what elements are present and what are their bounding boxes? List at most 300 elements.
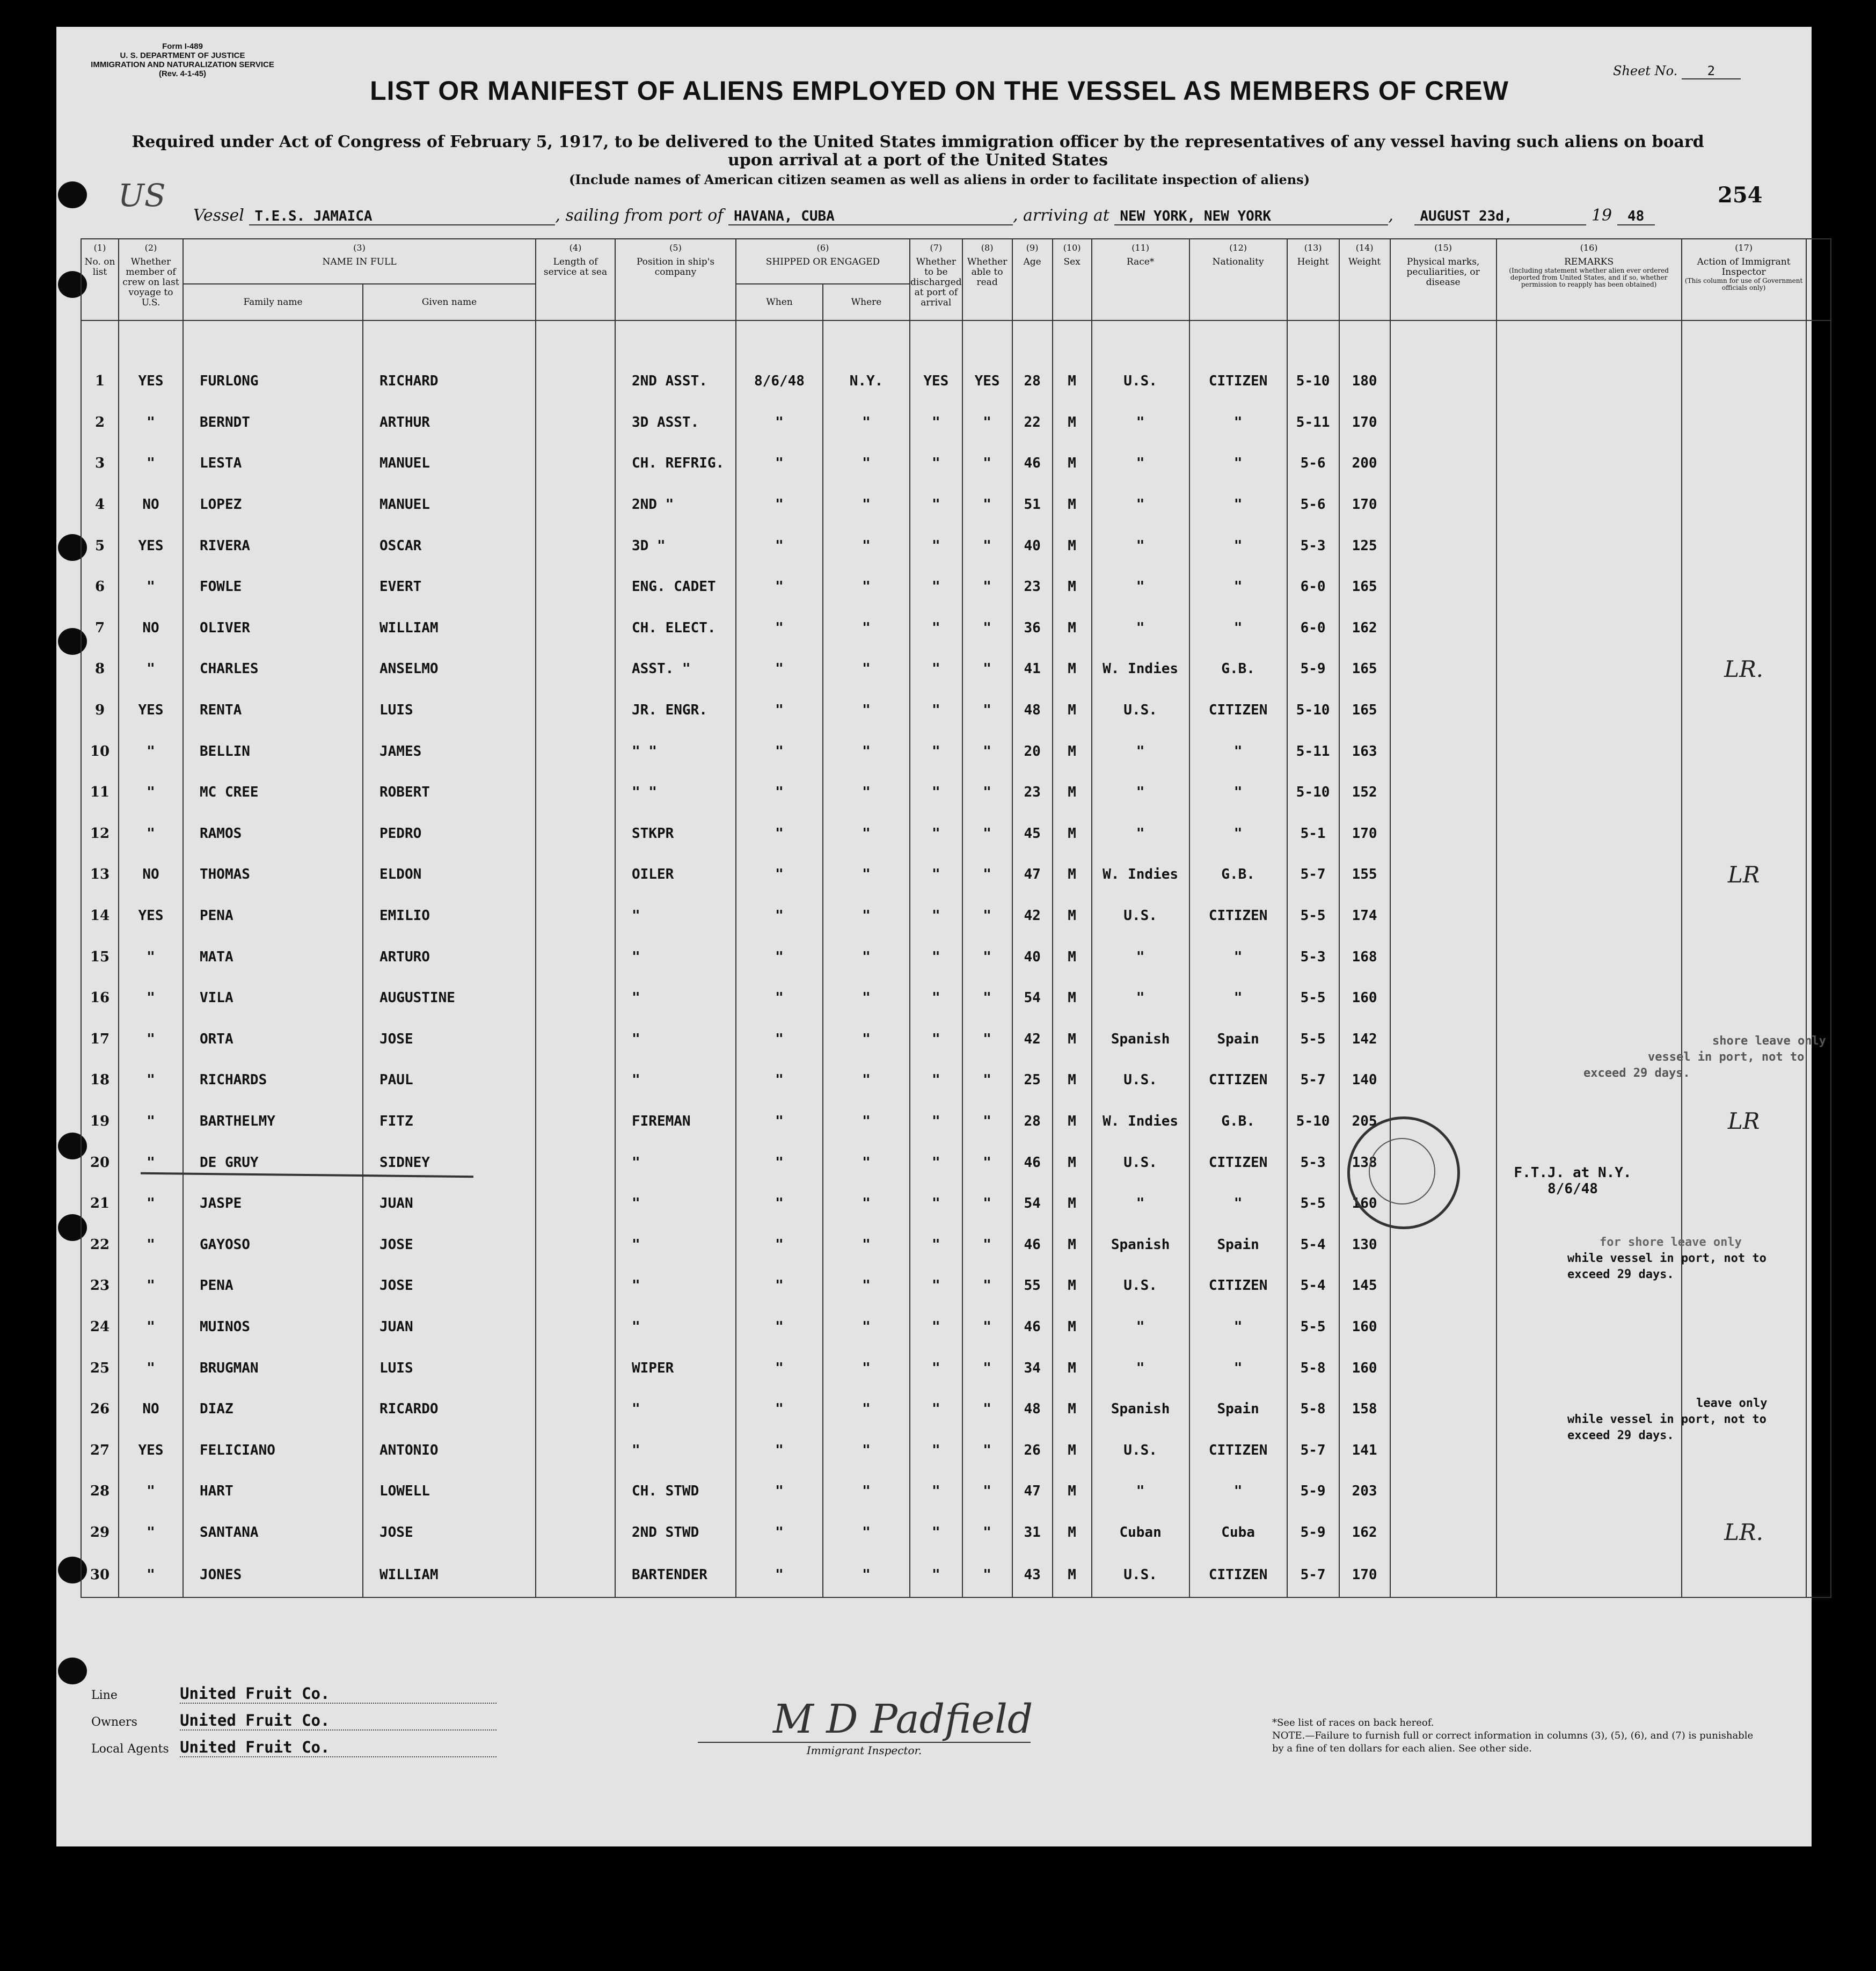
col-header-age: (9) Age <box>1012 239 1053 320</box>
cell-given-name: JAMES <box>363 731 536 772</box>
cell-service-length <box>536 361 615 402</box>
cell-able-to-read: " <box>962 1101 1012 1142</box>
cell-row-number: 30 <box>81 1553 119 1597</box>
cell-sex: M <box>1053 1389 1092 1430</box>
cell-family-name: JASPE <box>183 1183 363 1224</box>
cell-shipped-where: " <box>823 690 910 731</box>
cell-weight: 138 <box>1339 1142 1390 1183</box>
cell-shipped-where: " <box>823 1183 910 1224</box>
cell-height: 5-9 <box>1287 1471 1339 1512</box>
cell-able-to-read: " <box>962 1224 1012 1265</box>
cell-family-name: VILA <box>183 977 363 1019</box>
cell-inspector-action <box>1682 1471 1806 1512</box>
cell-shipped-when: " <box>736 1224 823 1265</box>
cell-service-length <box>536 402 615 443</box>
col-header-shipped: (6) SHIPPED OR ENGAGED <box>736 239 910 284</box>
cell-member-status: YES <box>119 895 183 937</box>
cell-given-name: LOWELL <box>363 1471 536 1512</box>
cell-nationality: CITIZEN <box>1189 1060 1287 1101</box>
cell-nationality: CITIZEN <box>1189 1553 1287 1597</box>
cell-member-status: " <box>119 772 183 813</box>
cell-row-number: 29 <box>81 1512 119 1553</box>
table-row <box>81 402 1831 443</box>
cell-given-name: PEDRO <box>363 813 536 855</box>
cell-position: " <box>615 1142 736 1183</box>
cell-weight: 200 <box>1339 443 1390 484</box>
cell-age: 41 <box>1012 648 1053 690</box>
cell-row-number: 5 <box>81 525 119 566</box>
cell-family-name: DE GRUY <box>183 1142 363 1183</box>
cell-able-to-read: " <box>962 977 1012 1019</box>
cell-row-number: 2 <box>81 402 119 443</box>
cell-inspector-action <box>1682 361 1806 402</box>
table-row <box>81 1347 1831 1389</box>
cell-row-number: 22 <box>81 1224 119 1265</box>
cell-nationality: " <box>1189 1347 1287 1389</box>
cell-sex: M <box>1053 1512 1092 1553</box>
cell-service-length <box>536 895 615 937</box>
crew-manifest-table <box>81 238 1831 1598</box>
official-stamp-inner <box>1369 1138 1435 1204</box>
cell-shipped-where: " <box>823 566 910 608</box>
cell-service-length <box>536 936 615 977</box>
cell-sex: M <box>1053 648 1092 690</box>
cell-inspector-action <box>1682 690 1806 731</box>
cell-race: W. Indies <box>1092 1101 1189 1142</box>
cell-race: " <box>1092 813 1189 855</box>
cell-family-name: RENTA <box>183 690 363 731</box>
cell-discharged: " <box>910 731 962 772</box>
cell-family-name: MC CREE <box>183 772 363 813</box>
cell-position: FIREMAN <box>615 1101 736 1142</box>
cell-race: " <box>1092 608 1189 649</box>
cell-row-number: 27 <box>81 1429 119 1471</box>
cell-margin <box>1806 1306 1831 1348</box>
cell-physical-marks <box>1390 1060 1497 1101</box>
cell-shipped-where: " <box>823 1060 910 1101</box>
table-row <box>81 854 1831 895</box>
cell-service-length <box>536 813 615 855</box>
cell-physical-marks <box>1390 566 1497 608</box>
cell-given-name: ARTHUR <box>363 402 536 443</box>
cell-shipped-where: " <box>823 1347 910 1389</box>
cell-position: OILER <box>615 854 736 895</box>
cell-weight: 142 <box>1339 1019 1390 1060</box>
cell-shipped-where: " <box>823 484 910 525</box>
cell-margin <box>1806 443 1831 484</box>
cell-shipped-when: " <box>736 1019 823 1060</box>
cell-discharged: " <box>910 1265 962 1306</box>
cell-margin <box>1806 648 1831 690</box>
cell-service-length <box>536 484 615 525</box>
cell-height: 5-1 <box>1287 813 1339 855</box>
cell-age: 42 <box>1012 1019 1053 1060</box>
cell-physical-marks <box>1390 443 1497 484</box>
cell-inspector-action <box>1682 1306 1806 1348</box>
cell-margin <box>1806 566 1831 608</box>
cell-sex: M <box>1053 566 1092 608</box>
cell-family-name: SANTANA <box>183 1512 363 1553</box>
cell-sex: M <box>1053 608 1092 649</box>
arrival-date: AUGUST 23d, <box>1414 208 1586 225</box>
cell-able-to-read: " <box>962 648 1012 690</box>
cell-physical-marks <box>1390 977 1497 1019</box>
cell-shipped-where: " <box>823 977 910 1019</box>
cell-age: 28 <box>1012 1101 1053 1142</box>
cell-inspector-action <box>1682 1142 1806 1183</box>
cell-discharged: " <box>910 1512 962 1553</box>
cell-family-name: RICHARDS <box>183 1060 363 1101</box>
cell-row-number: 28 <box>81 1471 119 1512</box>
cell-discharged: " <box>910 1142 962 1183</box>
cell-age: 47 <box>1012 1471 1053 1512</box>
cell-able-to-read: " <box>962 1142 1012 1183</box>
footer-line: Line United Fruit Co. <box>91 1684 497 1704</box>
cell-weight: 152 <box>1339 772 1390 813</box>
cell-family-name: DIAZ <box>183 1389 363 1430</box>
cell-nationality: CITIZEN <box>1189 690 1287 731</box>
cell-shipped-when: " <box>736 1471 823 1512</box>
cell-row-number: 11 <box>81 772 119 813</box>
cell-member-status: " <box>119 1183 183 1224</box>
cell-height: 5-9 <box>1287 648 1339 690</box>
cell-height: 6-0 <box>1287 608 1339 649</box>
cell-position: " " <box>615 772 736 813</box>
footer-agents: Local Agents United Fruit Co. <box>91 1738 497 1757</box>
cell-family-name: RAMOS <box>183 813 363 855</box>
cell-service-length <box>536 977 615 1019</box>
cell-age: 34 <box>1012 1347 1053 1389</box>
cell-position: " <box>615 936 736 977</box>
cell-race: " <box>1092 525 1189 566</box>
cell-weight: 165 <box>1339 648 1390 690</box>
col-header-name: (3) NAME IN FULL <box>183 239 536 284</box>
cell-margin <box>1806 895 1831 937</box>
cell-margin <box>1806 1101 1831 1142</box>
cell-sex: M <box>1053 525 1092 566</box>
cell-member-status: " <box>119 1101 183 1142</box>
cell-race: " <box>1092 731 1189 772</box>
cell-remarks <box>1497 443 1682 484</box>
cell-shipped-where: " <box>823 443 910 484</box>
cell-row-number: 23 <box>81 1265 119 1306</box>
cell-remarks <box>1497 1471 1682 1512</box>
cell-sex: M <box>1053 731 1092 772</box>
cell-given-name: EMILIO <box>363 895 536 937</box>
cell-age: 42 <box>1012 895 1053 937</box>
cell-member-status: " <box>119 566 183 608</box>
cell-shipped-where: " <box>823 1512 910 1553</box>
cell-given-name: WILLIAM <box>363 608 536 649</box>
cell-nationality: " <box>1189 525 1287 566</box>
owners-value: United Fruit Co. <box>180 1711 497 1731</box>
cell-given-name: WILLIAM <box>363 1553 536 1597</box>
vessel-line: Vessel T.E.S. JAMAICA , sailing from port of HAVANA, CUBA , arriving at NEW YORK, NEW YORK , AUGUST 23d, 19 48 <box>193 206 1653 225</box>
cell-weight: 168 <box>1339 936 1390 977</box>
cell-row-number: 26 <box>81 1389 119 1430</box>
cell-remarks <box>1497 690 1682 731</box>
cell-physical-marks <box>1390 1265 1497 1306</box>
cell-discharged: " <box>910 1429 962 1471</box>
remark-row-26: leave only while vessel in port, not to exceed 29 days. <box>1567 1397 1768 1442</box>
cell-remarks <box>1497 813 1682 855</box>
cell-discharged: " <box>910 977 962 1019</box>
cell-remarks <box>1497 525 1682 566</box>
cell-margin <box>1806 936 1831 977</box>
table-row <box>81 813 1831 855</box>
cell-service-length <box>536 731 615 772</box>
cell-race: U.S. <box>1092 690 1189 731</box>
cell-row-number: 12 <box>81 813 119 855</box>
cell-physical-marks <box>1390 525 1497 566</box>
table-row <box>81 648 1831 690</box>
cell-physical-marks <box>1390 1389 1497 1430</box>
cell-shipped-where: " <box>823 525 910 566</box>
cell-given-name: ELDON <box>363 854 536 895</box>
cell-shipped-when: " <box>736 1429 823 1471</box>
cell-height: 5-4 <box>1287 1224 1339 1265</box>
table-row <box>81 361 1831 402</box>
cell-discharged: " <box>910 813 962 855</box>
table-row <box>81 484 1831 525</box>
cell-race: " <box>1092 1471 1189 1512</box>
cell-physical-marks <box>1390 936 1497 977</box>
table-row <box>81 525 1831 566</box>
cell-margin <box>1806 1512 1831 1553</box>
cell-given-name: RICARDO <box>363 1389 536 1430</box>
cell-margin <box>1806 1183 1831 1224</box>
cell-inspector-action <box>1682 484 1806 525</box>
cell-family-name: FURLONG <box>183 361 363 402</box>
cell-weight: 125 <box>1339 525 1390 566</box>
cell-margin <box>1806 1142 1831 1183</box>
cell-inspector-action: LR. <box>1682 1512 1806 1553</box>
cell-physical-marks <box>1390 1471 1497 1512</box>
cell-weight: 141 <box>1339 1429 1390 1471</box>
col-header-remarks: (16) REMARKS (Including statement whether alien ever ordered deported from United States, and if so, whether permission to reapply has been obtained) <box>1497 239 1682 320</box>
sheet-number-value: 2 <box>1682 63 1741 79</box>
cell-family-name: RIVERA <box>183 525 363 566</box>
cell-sex: M <box>1053 361 1092 402</box>
cell-service-length <box>536 1019 615 1060</box>
cell-nationality: CITIZEN <box>1189 361 1287 402</box>
cell-weight: 203 <box>1339 1471 1390 1512</box>
cell-margin <box>1806 1553 1831 1597</box>
cell-shipped-when: " <box>736 977 823 1019</box>
cell-shipped-when: " <box>736 772 823 813</box>
cell-shipped-where: " <box>823 1224 910 1265</box>
cell-nationality: " <box>1189 443 1287 484</box>
cell-race: " <box>1092 936 1189 977</box>
cell-service-length <box>536 443 615 484</box>
cell-physical-marks <box>1390 1224 1497 1265</box>
cell-race: Spanish <box>1092 1019 1189 1060</box>
cell-position: 2ND " <box>615 484 736 525</box>
cell-physical-marks <box>1390 690 1497 731</box>
page-title: LIST OR MANIFEST OF ALIENS EMPLOYED ON THE VESSEL AS MEMBERS OF CREW <box>370 76 1509 106</box>
cell-member-status: " <box>119 1512 183 1553</box>
punch-hole-8 <box>58 1658 87 1684</box>
cell-inspector-action <box>1682 895 1806 937</box>
line-value: United Fruit Co. <box>180 1684 497 1704</box>
cell-shipped-where: " <box>823 402 910 443</box>
sailing-port: HAVANA, CUBA <box>728 208 1013 225</box>
cell-remarks <box>1497 484 1682 525</box>
cell-able-to-read: YES <box>962 361 1012 402</box>
cell-height: 5-5 <box>1287 895 1339 937</box>
col-header-position: (5) Position in ship's company <box>615 239 736 320</box>
cell-shipped-when: 8/6/48 <box>736 361 823 402</box>
cell-discharged: " <box>910 1553 962 1597</box>
cell-service-length <box>536 690 615 731</box>
cell-given-name: EVERT <box>363 566 536 608</box>
cell-member-status: " <box>119 402 183 443</box>
cell-family-name: BELLIN <box>183 731 363 772</box>
cell-row-number: 6 <box>81 566 119 608</box>
cell-given-name: JOSE <box>363 1265 536 1306</box>
cell-discharged: YES <box>910 361 962 402</box>
cell-family-name: BERNDT <box>183 402 363 443</box>
cell-service-length <box>536 525 615 566</box>
cell-discharged: " <box>910 772 962 813</box>
cell-discharged: " <box>910 608 962 649</box>
cell-position: " <box>615 1306 736 1348</box>
cell-weight: 160 <box>1339 1347 1390 1389</box>
cell-sex: M <box>1053 1471 1092 1512</box>
cell-able-to-read: " <box>962 690 1012 731</box>
cell-inspector-action: LR <box>1682 854 1806 895</box>
table-row <box>81 1019 1831 1060</box>
cell-age: 46 <box>1012 1224 1053 1265</box>
cell-race: W. Indies <box>1092 648 1189 690</box>
col-header-inspector: (17) Action of Immigrant Inspector (This column for use of Government officials only) <box>1682 239 1806 320</box>
cell-discharged: " <box>910 1183 962 1224</box>
table-row <box>81 1553 1831 1597</box>
cell-given-name: LUIS <box>363 1347 536 1389</box>
cell-physical-marks <box>1390 361 1497 402</box>
cell-member-status: NO <box>119 484 183 525</box>
cell-shipped-when: " <box>736 1347 823 1389</box>
cell-given-name: ROBERT <box>363 772 536 813</box>
cell-height: 5-5 <box>1287 1019 1339 1060</box>
cell-position: " <box>615 1429 736 1471</box>
cell-remarks <box>1497 566 1682 608</box>
cell-shipped-where: " <box>823 936 910 977</box>
cell-family-name: MATA <box>183 936 363 977</box>
cell-able-to-read: " <box>962 1060 1012 1101</box>
cell-row-number: 17 <box>81 1019 119 1060</box>
cell-nationality: " <box>1189 566 1287 608</box>
cell-able-to-read: " <box>962 772 1012 813</box>
cell-race: " <box>1092 1306 1189 1348</box>
cell-nationality: " <box>1189 731 1287 772</box>
cell-family-name: PENA <box>183 895 363 937</box>
cell-weight: 180 <box>1339 361 1390 402</box>
cell-able-to-read: " <box>962 1512 1012 1553</box>
cell-weight: 155 <box>1339 854 1390 895</box>
cell-shipped-where: " <box>823 608 910 649</box>
cell-sex: M <box>1053 813 1092 855</box>
col-header-margin <box>1806 239 1831 320</box>
cell-margin <box>1806 361 1831 402</box>
cell-service-length <box>536 1101 615 1142</box>
cell-shipped-when: " <box>736 1265 823 1306</box>
cell-row-number: 25 <box>81 1347 119 1389</box>
cell-race: " <box>1092 1183 1189 1224</box>
col-header-height: (13) Height <box>1287 239 1339 320</box>
cell-member-status: " <box>119 813 183 855</box>
cell-nationality: " <box>1189 1183 1287 1224</box>
cell-discharged: " <box>910 1060 962 1101</box>
cell-shipped-when: " <box>736 608 823 649</box>
cell-sex: M <box>1053 1142 1092 1183</box>
cell-family-name: BRUGMAN <box>183 1347 363 1389</box>
cell-able-to-read: " <box>962 1347 1012 1389</box>
cell-age: 28 <box>1012 361 1053 402</box>
col-header-no: (1) No. on list <box>81 239 119 320</box>
cell-margin <box>1806 1347 1831 1389</box>
cell-inspector-action: LR <box>1682 1101 1806 1142</box>
cell-sex: M <box>1053 936 1092 977</box>
cell-nationality: G.B. <box>1189 854 1287 895</box>
cell-nationality: " <box>1189 813 1287 855</box>
cell-given-name: RICHARD <box>363 361 536 402</box>
cell-height: 5-6 <box>1287 484 1339 525</box>
table-row <box>81 936 1831 977</box>
col-header-family: Family name <box>183 284 363 320</box>
cell-inspector-action <box>1682 936 1806 977</box>
cell-remarks <box>1497 648 1682 690</box>
cell-position: " " <box>615 731 736 772</box>
cell-remarks <box>1497 1512 1682 1553</box>
cell-age: 22 <box>1012 402 1053 443</box>
inspector-signature: M D Padfield <box>773 1696 1033 1742</box>
cell-service-length <box>536 608 615 649</box>
cell-sex: M <box>1053 1224 1092 1265</box>
cell-sex: M <box>1053 1060 1092 1101</box>
cell-weight: 162 <box>1339 608 1390 649</box>
cell-weight: 174 <box>1339 895 1390 937</box>
cell-member-status: " <box>119 1347 183 1389</box>
cell-weight: 165 <box>1339 690 1390 731</box>
cell-remarks <box>1497 1101 1682 1142</box>
col-header-when: When <box>736 284 823 320</box>
cell-able-to-read: " <box>962 731 1012 772</box>
cell-position: BARTENDER <box>615 1553 736 1597</box>
cell-nationality: " <box>1189 608 1287 649</box>
cell-row-number: 1 <box>81 361 119 402</box>
cell-able-to-read: " <box>962 1183 1012 1224</box>
cell-family-name: OLIVER <box>183 608 363 649</box>
cell-height: 5-8 <box>1287 1347 1339 1389</box>
cell-discharged: " <box>910 1306 962 1348</box>
cell-age: 45 <box>1012 813 1053 855</box>
cell-row-number: 21 <box>81 1183 119 1224</box>
cell-able-to-read: " <box>962 443 1012 484</box>
cell-shipped-when: " <box>736 813 823 855</box>
table-row <box>81 608 1831 649</box>
cell-row-number: 18 <box>81 1060 119 1101</box>
cell-sex: M <box>1053 443 1092 484</box>
cell-shipped-when: " <box>736 1389 823 1430</box>
cell-height: 5-10 <box>1287 690 1339 731</box>
page-number: 254 <box>1718 182 1763 208</box>
cell-family-name: HART <box>183 1471 363 1512</box>
cell-height: 5-3 <box>1287 525 1339 566</box>
cell-given-name: JOSE <box>363 1512 536 1553</box>
cell-race: " <box>1092 484 1189 525</box>
cell-member-status: " <box>119 1224 183 1265</box>
